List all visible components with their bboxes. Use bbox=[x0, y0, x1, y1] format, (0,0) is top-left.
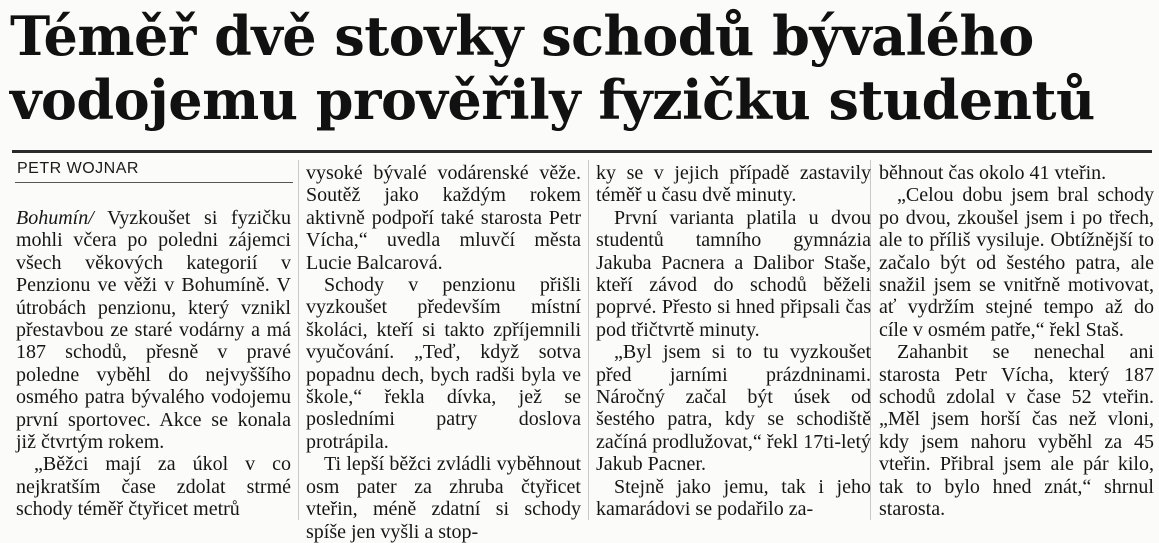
article-paragraph: První varianta platila u dvou studentů tamního gymnázia Jakuba Pacnera a Dalibor Staše, kteří závod do schodů běželi poprvé. Přesto si hned připsali čas pod třičtvrtě minuty. bbox=[596, 206, 871, 341]
headline-rule bbox=[12, 150, 1152, 153]
article-paragraph: Ti lepší běžci zvládli vyběhnout osm pater za zhruba čtyřicet vteřin, méně zdatní si schody spíše jen vyšli a stop- bbox=[306, 453, 581, 543]
article-paragraph: „Celou dobu jsem bral schody po dvou, zkoušel jsem i po třech, ale to příliš vysiluje. Obtížnější to začalo být od šestého patra, ale snažil jsem se vnitřně motivovat, ať vydržím stejné tempo až do cíle v osmém patře,“ řekl Staš. bbox=[879, 184, 1154, 341]
article-paragraph: Stejně jako jemu, tak i jeho kamarádovi se podařilo za- bbox=[596, 475, 871, 521]
column-divider bbox=[588, 160, 589, 520]
article-column-4 bbox=[879, 162, 1154, 521]
column-divider bbox=[298, 160, 299, 520]
article-headline: Téměř dvě stovky schodů bývalého vodojemu prověřily fyzičku studentů bbox=[10, 4, 1095, 132]
dateline: Bohumín/ bbox=[16, 207, 94, 229]
article-column-1 bbox=[16, 207, 291, 521]
article-paragraph: vysoké bývalé vodárenské věže. Soutěž jako každým rokem aktivně podpoří také starosta Petr Vícha,“ uvedla mluvčí města Lucie Balcarová. bbox=[306, 162, 581, 274]
paragraph-text: Vyzkoušet si fyzičku mohli včera po poledni zájemci všech věkových kategorií v Penzionu ve věži v Bohumíně. V útrobách penzionu, který vznikl přestavbou ze staré vodárny a má 187 schodů, přesně v pravé poledne vyběhl do nejvyššího osmého patra bývalého vodojemu první sportovec. Akce se konala již čtvrtým rokem. bbox=[16, 207, 292, 454]
article-paragraph: běhnout čas okolo 41 vteřin. bbox=[879, 162, 1107, 184]
article-paragraph: ky se v jejich případě zastavily téměř u času dvě minuty. bbox=[596, 162, 871, 207]
byline-rule bbox=[15, 182, 293, 183]
article-paragraph: Schody v penzionu přišli vyzkoušet především místní školáci, kteří si takto zpříjemnili vyučování. „Teď, když sotva popadnu dech, bych radši byla ve škole,“ řekla dívka, jež se posledními patry doslova protrápila. bbox=[306, 274, 581, 453]
article-paragraph bbox=[16, 207, 291, 453]
article-column-3 bbox=[596, 162, 871, 521]
article-paragraph: „Běžci mají za úkol v co nejkratším čase zdolat strmé schody téměř čtyřicet metrů bbox=[16, 453, 291, 521]
article-paragraph: Zahanbit se nenechal ani starosta Petr Vícha, který 187 schodů zdolal v čase 52 vteřin. „Měl jsem horší čas než vloni, kdy jsem nahoru vyběhl za 45 vteřin. Přibral jsem ale pár kilo, tak to bylo hned znát,“ shrnul starosta. bbox=[879, 341, 1154, 521]
author-byline: PETR WOJNAR bbox=[17, 160, 139, 177]
article-column-2 bbox=[306, 162, 581, 543]
article-paragraph: „Byl jsem si to tu vyzkoušet před jarními prázdninami. Náročný začal být úsek od šestého patra, kdy se schodiště začíná prodlužovat,“ řekl 17ti-letý Jakub Pacner. bbox=[596, 341, 871, 476]
